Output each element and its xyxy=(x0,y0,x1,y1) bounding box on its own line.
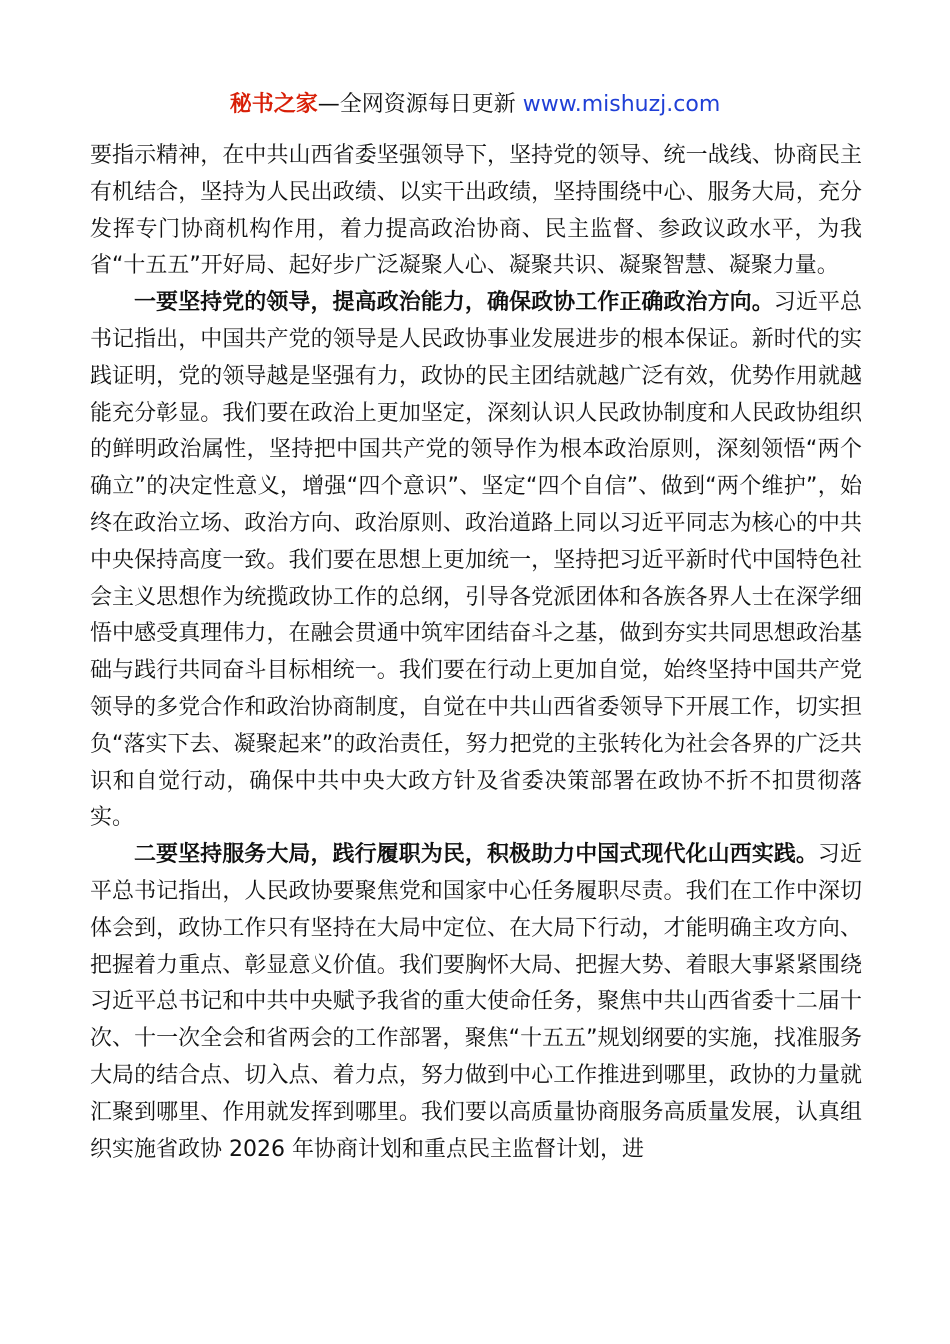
paragraph-section-two xyxy=(90,837,862,1168)
header-slogan: —全网资源每日更新 xyxy=(317,92,516,117)
section-two-text: 习近平总书记指出，人民政协要聚焦党和国家中心任务履职尽责。我们在工作中深切体会到，政协工作只有坚持在大局中定位、在大局下行动，才能明确主攻方向、把握着力重点、彰显意义价值。我们要胸怀大局、把握大势、着眼大事紧紧围绕习近平总书记和中共中央赋予我省的重大使命任务，聚焦中共山西省委十二届十次、十一次全会和省两会的工作部署，聚焦“十五五”规划纲要的实施，找准服务大局的结合点、切入点、着力点，努力做到中心工作推进到哪里，政协的力量就汇聚到哪里、作用就发挥到哪里。我们要以高质量协商服务高质量发展，认真组织实施省政协 2026 年协商计划和重点民主监督计划，进 xyxy=(90,842,862,1162)
paragraph-section-one xyxy=(90,285,862,837)
section-one-text: 习近平总书记指出，中国共产党的领导是人民政协事业发展进步的根本保证。新时代的实践证明，党的领导越是坚强有力，政协的民主团结就越广泛有效，优势作用就越能充分彰显。我们要在政治上更加坚定，深刻认识人民政协制度和人民政协组织的鲜明政治属性，坚持把中国共产党的领导作为根本政治原则，深刻领悟“两个确立”的决定性意义，增强“四个意识”、坚定“四个自信”、做到“两个维护”，始终在政治立场、政治方向、政治原则、政治道路上同以习近平同志为核心的中共中央保持高度一致。我们要在思想上更加统一，坚持把习近平新时代中国特色社会主义思想作为统揽政协工作的总纲，引导各党派团体和各族各界人士在深学细悟中感受真理伟力，在融会贯通中筑牢团结奋斗之基，做到夯实共同思想政治基础与践行共同奋斗目标相统一。我们要在行动上更加自觉，始终坚持中国共产党领导的多党合作和政治协商制度，自觉在中共山西省委领导下开展工作，切实担负“落实下去、凝聚起来”的政治责任，努力把党的主张转化为社会各界的广泛共识和自觉行动，确保中共中央大政方针及省委决策部署在政协不折不扣贯彻落实。 xyxy=(90,290,862,831)
site-url-link[interactable]: www.mishuzj.com xyxy=(522,92,721,117)
paragraph-text: 要指示精神，在中共山西省委坚强领导下，坚持党的领导、统一战线、协商民主有机结合，坚持为人民出政绩、以实干出政绩，坚持围绕中心、服务大局，充分发挥专门协商机构作用，着力提高政治协商、民主监督、参政议政水平，为我省“十五五”开好局、起好步广泛凝聚人心、凝聚共识、凝聚智慧、凝聚力量。 xyxy=(90,143,862,279)
document-body xyxy=(90,138,862,1168)
site-header xyxy=(0,88,950,122)
paragraph-intro-continuation xyxy=(90,138,862,285)
brand-name: 秘书之家 xyxy=(229,92,318,117)
section-one-heading: 一要坚持党的领导，提高政治能力，确保政协工作正确政治方向。 xyxy=(134,290,774,316)
section-two-heading: 二要坚持服务大局，践行履职为民，积极助力中国式现代化山西实践。 xyxy=(134,842,818,868)
